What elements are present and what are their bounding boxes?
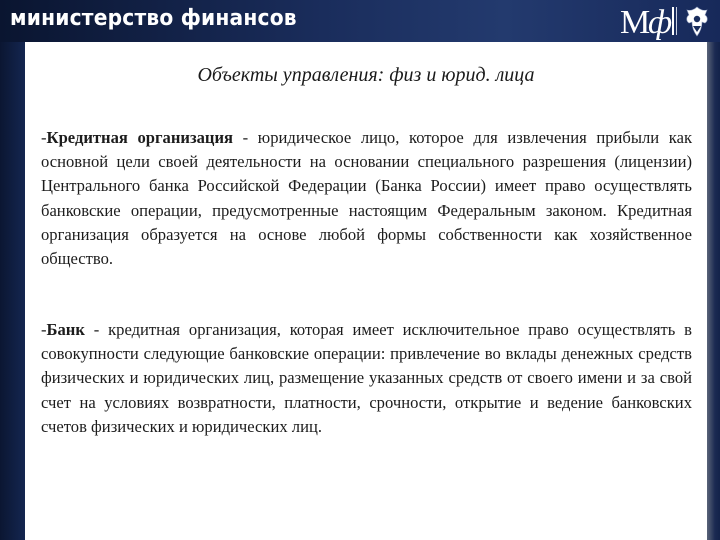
paragraph-prefix: - [41, 128, 47, 147]
coat-of-arms-icon [687, 7, 708, 36]
paragraph-bank [41, 318, 692, 439]
logo-letters: М [620, 4, 651, 40]
paragraph-prefix: - [41, 320, 47, 339]
slide-title: Объекты управления: физ и юрид. лица [197, 64, 535, 86]
ministry-logo-icon [614, 2, 714, 40]
header-bar [0, 0, 720, 42]
definition-credit-organization: - юридическое лицо, которое для извлечения прибыли как основной цели своей деятельности на основании специального разрешения (лицензии) Центрального банка Российской Федерации (Банка России) имеет право осуществлять банковские операции, предусмотренные настоящим Федеральным законом. Кредитная организация образуется на основе любой формы собственности как хозяйственное общество. [41, 128, 693, 269]
logo-letters-f: ф [648, 4, 673, 40]
term-bank: Банк [46, 320, 85, 339]
paragraph-credit-organization [41, 126, 692, 271]
right-border [707, 42, 720, 540]
definition-bank: - кредитная организация, которая имеет исключительное право осуществлять в совокупности следующие банковские операции: привлечение во вклады денежных средств физических и юридических лиц, размещение указанных средств от своего имени и за свой счет на условиях возвратности, платности, срочности, открытие и ведение банковских счетов физических и юридических лиц. [41, 320, 692, 436]
ministry-title: министерство финансов [10, 6, 297, 31]
term-credit-organization: Кредитная организация [46, 128, 234, 147]
content-panel [25, 42, 707, 540]
left-border [0, 42, 25, 540]
